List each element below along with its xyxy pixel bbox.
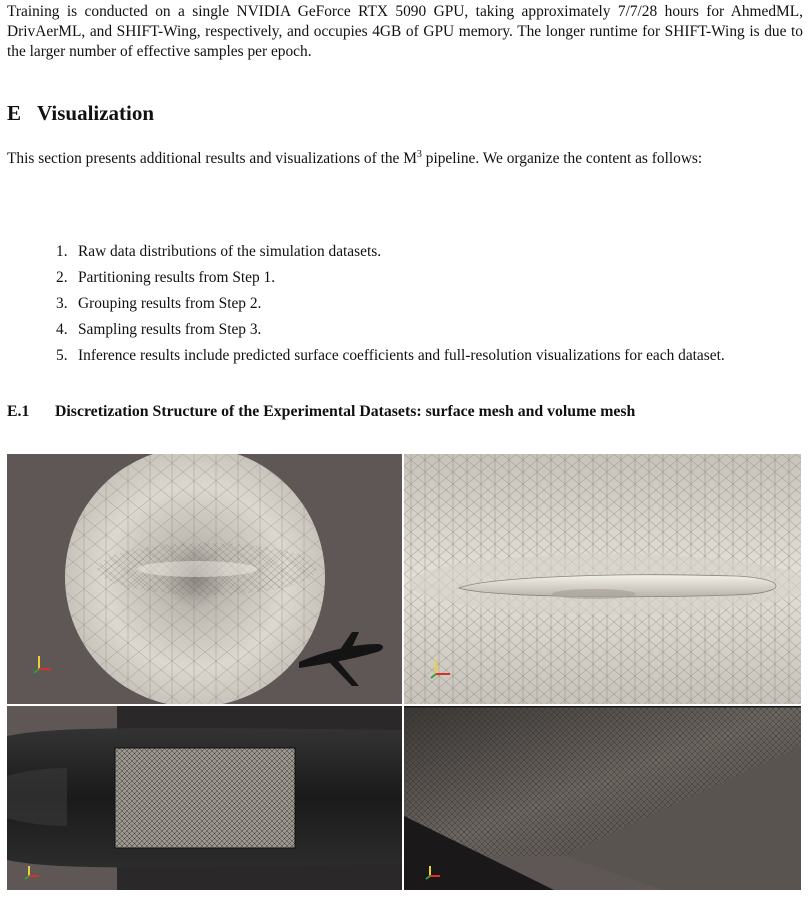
list-item [56, 320, 803, 339]
figure-panel-circular-volume-mesh [7, 454, 402, 704]
list-item-text: Partitioning results from Step 1. [78, 269, 276, 286]
intro-paragraph: Training is conducted on a single NVIDIA GeForce RTX 5090 GPU, taking approximately 7/7/28 hours for AhmedML, DrivAerML, and SHIFT-Wing, respectively, and occupies 4GB of GPU memory. The longer runtime for SHIFT-Wing is due to the larger number of effective samples per epoch. [7, 3, 803, 60]
figure-panel-side-volume-mesh [404, 454, 801, 704]
list-item-number: 5. [56, 347, 68, 364]
subsection-heading [7, 402, 635, 422]
lead-text-after: pipeline. We organize the content as follows: [421, 150, 703, 167]
subsection-title: Discretization Structure of the Experimental Datasets: surface mesh and volume mesh [55, 403, 636, 420]
list-item [56, 294, 803, 313]
list-item [56, 346, 803, 365]
list-item [56, 268, 803, 287]
subsection-number: E.1 [7, 403, 30, 420]
lead-text-before: This section presents additional results and visualizations of the M [7, 150, 417, 167]
list-item-number: 3. [56, 295, 68, 312]
section-lead-paragraph [7, 148, 803, 169]
list-item-number: 4. [56, 321, 68, 338]
axes-triad-icon [34, 656, 51, 673]
list-item-text: Grouping results from Step 2. [78, 295, 262, 312]
list-item-number: 1. [56, 243, 68, 260]
circular-mesh-image [7, 454, 402, 704]
side-mesh-image [404, 454, 801, 704]
wing-mesh-image [404, 706, 801, 890]
list-item-text: Inference results include predicted surface coefficients and full-resolution visualizations for each dataset. [78, 347, 725, 364]
section-title: Visualization [37, 101, 155, 125]
fuselage-mesh-image [7, 706, 402, 890]
figure-panel-wing-surface-mesh [404, 706, 801, 890]
lead-superscript: 3 [416, 149, 422, 160]
list-item-text: Sampling results from Step 3. [78, 321, 262, 338]
mesh-figure [7, 454, 801, 890]
list-item [56, 242, 803, 261]
section-number: E [7, 101, 22, 125]
aircraft-silhouette [299, 632, 383, 686]
list-item-text: Raw data distributions of the simulation datasets. [78, 243, 382, 260]
figure-panel-fuselage-surface-mesh [7, 706, 402, 890]
list-item-number: 2. [56, 269, 68, 286]
content-list [56, 242, 803, 372]
section-heading [7, 100, 154, 126]
